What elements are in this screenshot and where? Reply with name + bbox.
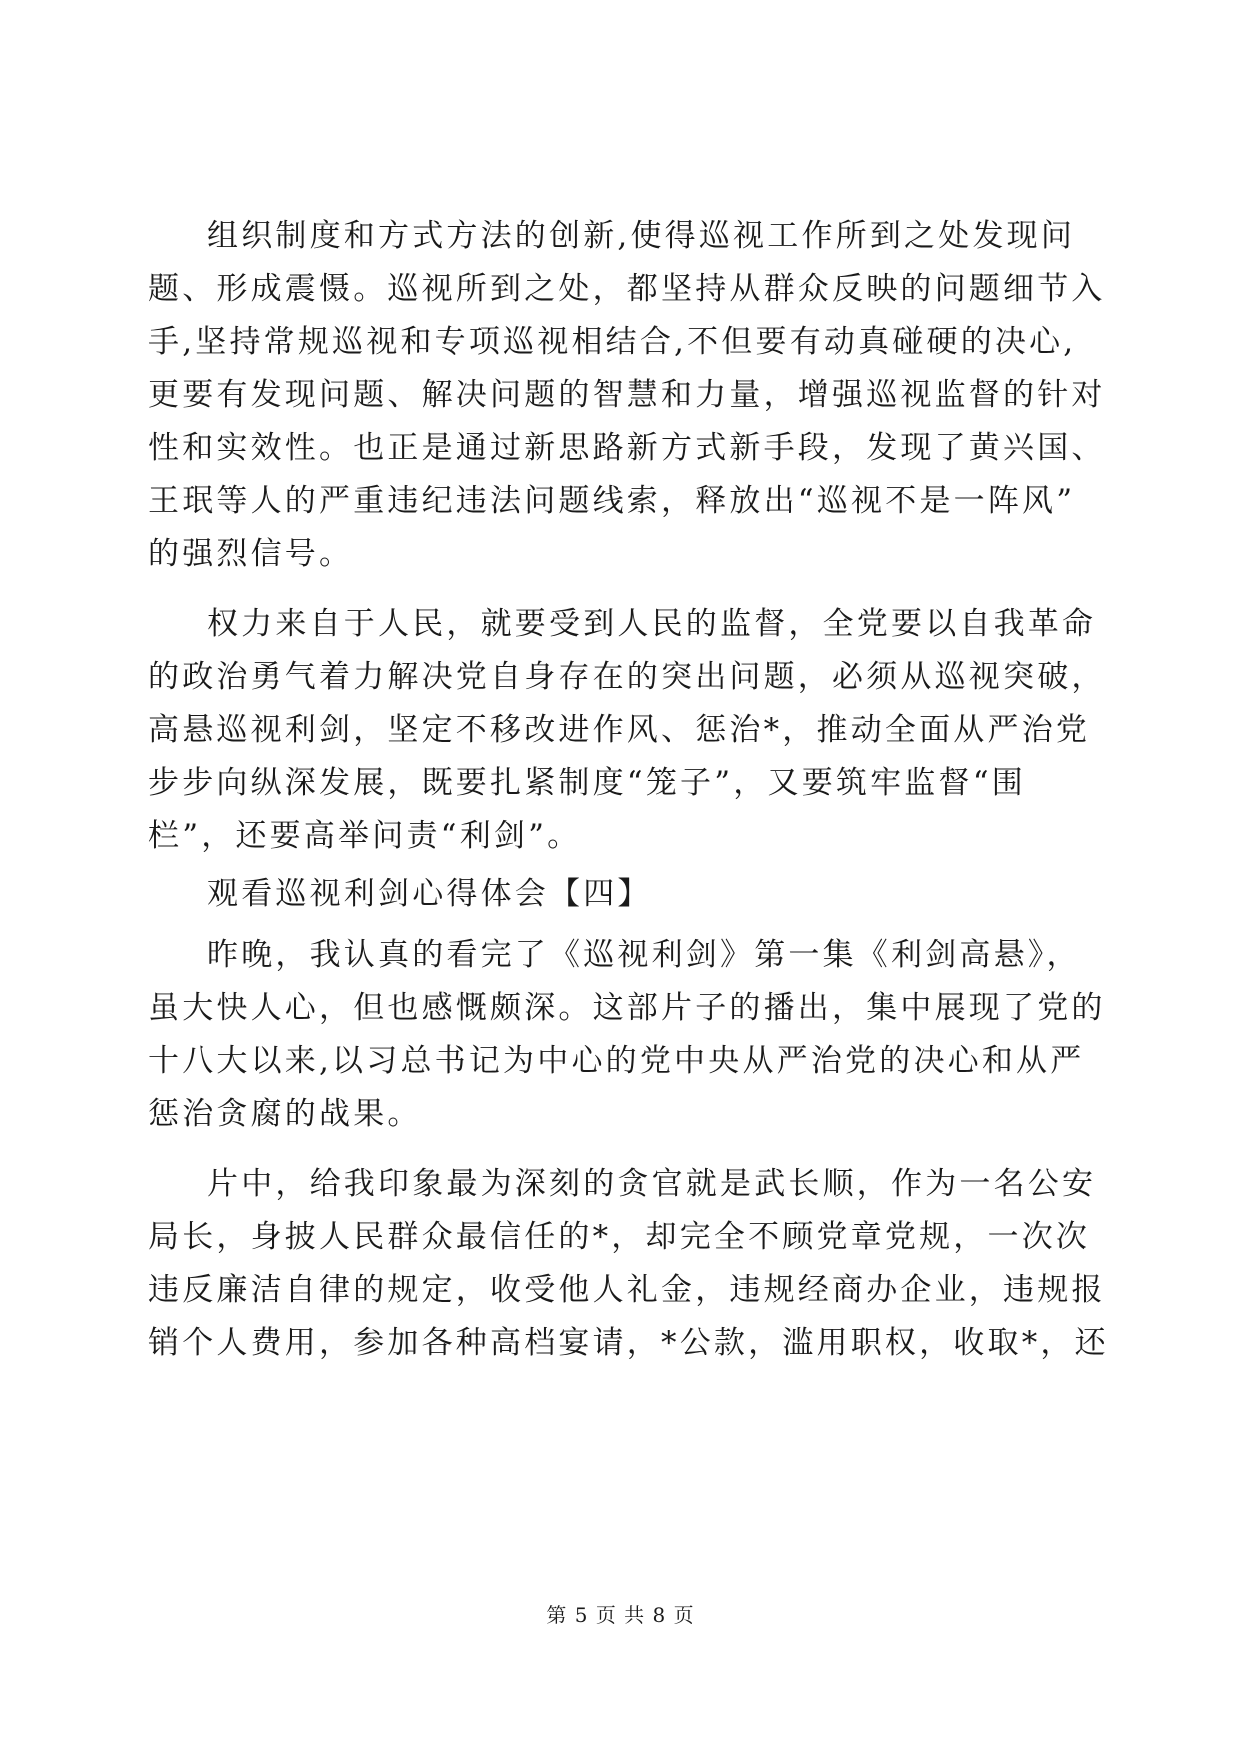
paragraph-3-line-1: 昨晚，我认真的看完了《巡视利剑》第一集《利剑高悬》， — [207, 937, 1081, 973]
paragraph-1-line-6: 王珉等人的严重违纪违法问题线索，释放出“巡视不是一阵风” — [148, 483, 1076, 519]
paragraph-2-line-2: 的政治勇气着力解决党自身存在的突出问题，必须从巡视突破， — [148, 659, 1106, 695]
paragraph-2-line-4: 步步向纵深发展，既要扎紧制度“笼子”，又要筑牢监督“围 — [148, 765, 1026, 801]
paragraph-4-line-3: 违反廉洁自律的规定，收受他人礼金，违规经商办企业，违规报 — [148, 1272, 1106, 1308]
paragraph-4-line-1: 片中，给我印象最为深刻的贪官就是武长顺，作为一名公安 — [207, 1166, 1097, 1202]
paragraph-1-line-2: 题、形成震慑。巡视所到之处，都坚持从群众反映的问题细节入 — [148, 271, 1106, 307]
paragraph-3-line-3: 十八大以来,以习总书记为中心的党中央从严治党的决心和从严 — [148, 1043, 1085, 1079]
paragraph-1-line-3: 手,坚持常规巡视和专项巡视相结合,不但要有动真碰硬的决心, — [148, 324, 1077, 360]
paragraph-3-line-4: 惩治贪腐的战果。 — [148, 1096, 422, 1132]
paragraph-1-line-7: 的强烈信号。 — [148, 536, 354, 572]
section-heading: 观看巡视利剑心得体会【四】 — [207, 876, 652, 912]
paragraph-2-line-3: 高悬巡视利剑，坚定不移改进作风、惩治*，推动全面从严治党 — [148, 712, 1091, 748]
paragraph-1-line-4: 更要有发现问题、解决问题的智慧和力量，增强巡视监督的针对 — [148, 377, 1106, 413]
paragraph-2-line-1: 权力来自于人民，就要受到人民的监督，全党要以自我革命 — [207, 606, 1097, 642]
paragraph-3-line-2: 虽大快人心，但也感慨颇深。这部片子的播出，集中展现了党的 — [148, 990, 1106, 1026]
paragraph-4-line-4: 销个人费用，参加各种高档宴请，*公款，滥用职权，收取*，还 — [148, 1325, 1109, 1361]
paragraph-4-line-2: 局长，身披人民群众最信任的*，却完全不顾党章党规，一次次 — [148, 1219, 1091, 1255]
paragraph-1-line-1: 组织制度和方式方法的创新,使得巡视工作所到之处发现问 — [207, 218, 1076, 254]
page-number-footer: 第 5 页 共 8 页 — [546, 1603, 695, 1627]
paragraph-2-line-5: 栏”，还要高举问责“利剑”。 — [148, 818, 582, 854]
paragraph-1-line-5: 性和实效性。也正是通过新思路新方式新手段，发现了黄兴国、 — [148, 430, 1106, 466]
